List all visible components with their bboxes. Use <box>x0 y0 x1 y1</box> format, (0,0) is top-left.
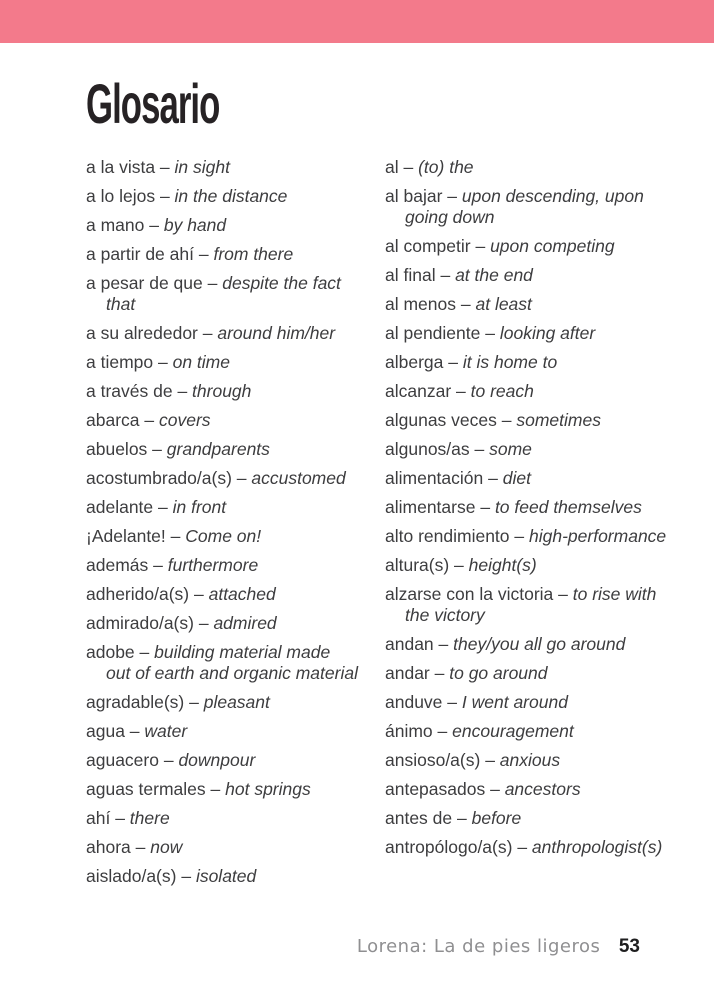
entry-translation: downpour <box>178 750 256 770</box>
entry-term: anduve <box>385 692 443 712</box>
entry-term: ahora <box>86 837 131 857</box>
entry-translation: accustomed <box>251 468 346 488</box>
entry-translation: I went around <box>461 692 568 712</box>
entry-term: aguacero <box>86 750 159 770</box>
book-title: Lorena: La de pies ligeros <box>356 936 601 957</box>
entry-separator: – <box>475 497 495 517</box>
entry-separator: – <box>184 692 204 712</box>
entry-separator: – <box>148 555 168 575</box>
entry-translation: to reach <box>470 381 534 401</box>
entry-translation: anthropologist(s) <box>531 837 663 857</box>
glossary-entry <box>86 157 358 178</box>
entry-translation: attached <box>208 584 276 604</box>
entry-term: algunos/as <box>385 439 470 459</box>
entry-translation: before <box>471 808 522 828</box>
entry-term: antropólogo/a(s) <box>385 837 513 857</box>
entry-separator: – <box>456 294 476 314</box>
entry-term: andar <box>385 663 430 683</box>
glossary-entry <box>86 273 358 315</box>
entry-separator: – <box>432 721 453 741</box>
entry-term: a pesar de que <box>86 273 203 293</box>
glossary-entry <box>385 468 681 489</box>
entry-translation: to go around <box>449 663 548 683</box>
entry-term: agradable(s) <box>86 692 185 712</box>
entry-separator: – <box>110 808 130 828</box>
entry-translation: at least <box>475 294 532 314</box>
entry-separator: – <box>553 584 573 604</box>
entry-translation: in front <box>172 497 227 517</box>
entry-separator: – <box>480 750 500 770</box>
entry-translation: sometimes <box>516 410 601 430</box>
entry-term: alimentación <box>385 468 484 488</box>
glossary-entry <box>385 323 681 344</box>
entry-separator: – <box>451 381 471 401</box>
entry-term: alcanzar <box>385 381 452 401</box>
glossary-entry <box>385 750 681 771</box>
glossary-entry <box>86 186 358 207</box>
entry-term: a través de <box>86 381 173 401</box>
entry-translation: isolated <box>195 866 257 886</box>
entry-separator: – <box>442 186 462 206</box>
entry-term: a lo lejos <box>86 186 156 206</box>
entry-translation: hot springs <box>225 779 311 799</box>
entry-translation: ancestors <box>504 779 581 799</box>
glossary-entry <box>86 837 358 858</box>
entry-term: a mano <box>86 215 145 235</box>
entry-translation: there <box>129 808 170 828</box>
glossary-entry <box>86 642 358 684</box>
entry-translation: grandparents <box>166 439 270 459</box>
entry-term: aguas termales <box>86 779 206 799</box>
glossary-entry <box>385 236 681 257</box>
entry-translation: water <box>144 721 188 741</box>
glossary-entry <box>385 352 681 373</box>
entry-separator: – <box>153 352 173 372</box>
glossary-entry <box>385 692 681 713</box>
entry-translation: looking after <box>499 323 596 343</box>
glossary-column-left <box>86 157 358 895</box>
entry-separator: – <box>512 837 532 857</box>
glossary-entry <box>86 808 358 829</box>
entry-term: a la vista <box>86 157 156 177</box>
glossary-entry <box>86 692 358 713</box>
glossary-entry <box>86 381 358 402</box>
entry-term: algunas veces <box>385 410 497 430</box>
entry-term: adelante <box>86 497 154 517</box>
glossary-entry <box>86 410 358 431</box>
header-accent-band <box>0 0 714 43</box>
entry-separator: – <box>433 634 454 654</box>
entry-term: adobe <box>86 642 135 662</box>
entry-translation: to rise with the victory <box>405 584 657 625</box>
glossary-entry <box>385 808 681 829</box>
glossary-entry <box>86 439 358 460</box>
entry-separator: – <box>134 642 155 662</box>
entry-translation: at the end <box>455 265 533 285</box>
entry-translation: height(s) <box>468 555 537 575</box>
entry-translation: around him/her <box>217 323 336 343</box>
entry-translation: from there <box>213 244 294 264</box>
entry-term: alto rendimiento <box>385 526 510 546</box>
glossary-entry <box>86 526 358 547</box>
entry-term: al final <box>385 265 436 285</box>
glossary-column-right <box>385 157 681 866</box>
entry-separator: – <box>483 468 503 488</box>
entry-translation: in the distance <box>174 186 288 206</box>
entry-translation: upon descending, upon going down <box>405 186 644 227</box>
entry-translation: admired <box>213 613 277 633</box>
glossary-entry <box>385 497 681 518</box>
entry-translation: Come on! <box>185 526 262 546</box>
entry-translation: some <box>489 439 532 459</box>
entry-term: al menos <box>385 294 457 314</box>
entry-term: acostumbrado/a(s) <box>86 468 232 488</box>
entry-separator: – <box>469 439 490 459</box>
page-footer <box>357 936 640 958</box>
glossary-entry <box>86 468 358 489</box>
glossary-entry <box>86 779 358 800</box>
entry-term: abarca <box>86 410 140 430</box>
entry-separator: – <box>144 215 164 235</box>
entry-translation: anxious <box>499 750 561 770</box>
entry-separator: – <box>155 186 175 206</box>
glossary-entry <box>86 721 358 742</box>
glossary-entry <box>385 584 681 626</box>
glossary-entry <box>385 779 681 800</box>
entry-separator: – <box>158 750 179 770</box>
glossary-entry <box>86 352 358 373</box>
entry-translation: by hand <box>163 215 227 235</box>
entry-separator: – <box>231 468 252 488</box>
entry-term: abuelos <box>86 439 148 459</box>
page-title: Glosario <box>86 72 220 135</box>
entry-separator: – <box>470 236 491 256</box>
entry-separator: – <box>509 526 529 546</box>
entry-separator: – <box>485 779 505 799</box>
entry-term: al bajar <box>385 186 443 206</box>
entry-term: ¡Adelante! <box>86 526 166 546</box>
entry-translation: despite the fact that <box>106 273 341 314</box>
glossary-entry <box>385 526 681 547</box>
entry-term: al competir <box>385 236 471 256</box>
glossary-entry <box>385 381 681 402</box>
entry-term: además <box>86 555 149 575</box>
entry-translation: covers <box>158 410 211 430</box>
entry-term: a partir de ahí <box>86 244 194 264</box>
entry-separator: – <box>480 323 500 343</box>
entry-separator: – <box>139 410 159 430</box>
entry-separator: – <box>496 410 517 430</box>
entry-term: antepasados <box>385 779 486 799</box>
glossary-entry <box>385 265 681 286</box>
entry-term: ánimo <box>385 721 433 741</box>
entry-translation: it is home to <box>462 352 558 372</box>
glossary-entry <box>86 613 358 634</box>
entry-separator: – <box>176 866 196 886</box>
entry-separator: – <box>165 526 186 546</box>
glossary-entry <box>385 186 681 228</box>
glossary-entry <box>385 721 681 742</box>
entry-separator: – <box>130 837 151 857</box>
entry-term: aislado/a(s) <box>86 866 177 886</box>
entry-separator: – <box>435 265 456 285</box>
entry-term: andan <box>385 634 434 654</box>
entry-translation: (to) the <box>418 157 474 177</box>
entry-separator: – <box>205 779 226 799</box>
entry-translation: upon competing <box>490 236 615 256</box>
entry-separator: – <box>124 721 145 741</box>
glossary-entry <box>385 837 681 858</box>
entry-translation: in sight <box>174 157 230 177</box>
glossary-entry <box>385 410 681 431</box>
glossary-entry <box>86 555 358 576</box>
entry-translation: to feed themselves <box>494 497 642 517</box>
entry-term: alberga <box>385 352 444 372</box>
glossary-entry <box>385 439 681 460</box>
entry-separator: – <box>429 663 450 683</box>
entry-translation: encouragement <box>452 721 574 741</box>
page-number: 53 <box>618 936 640 957</box>
glossary-entry <box>385 663 681 684</box>
entry-separator: – <box>449 555 469 575</box>
glossary-entry <box>385 555 681 576</box>
entry-term: altura(s) <box>385 555 450 575</box>
entry-separator: – <box>153 497 173 517</box>
entry-separator: – <box>398 157 419 177</box>
entry-separator: – <box>193 613 214 633</box>
entry-translation: through <box>192 381 252 401</box>
entry-separator: – <box>155 157 175 177</box>
entry-term: agua <box>86 721 125 741</box>
glossary-entry <box>385 634 681 655</box>
entry-term: adherido/a(s) <box>86 584 190 604</box>
entry-separator: – <box>442 692 462 712</box>
entry-separator: – <box>443 352 463 372</box>
entry-separator: – <box>197 323 218 343</box>
entry-term: antes de <box>385 808 453 828</box>
glossary-entry <box>86 584 358 605</box>
glossary-entry <box>86 497 358 518</box>
entry-translation: they/you all go around <box>453 634 626 654</box>
glossary-entry <box>385 294 681 315</box>
glossary-columns <box>86 157 686 895</box>
entry-translation: now <box>150 837 183 857</box>
entry-term: a su alrededor <box>86 323 198 343</box>
entry-translation: on time <box>172 352 230 372</box>
entry-term: ansioso/a(s) <box>385 750 481 770</box>
entry-term: a tiempo <box>86 352 154 372</box>
glossary-entry <box>86 866 358 887</box>
entry-separator: – <box>147 439 167 459</box>
entry-term: al pendiente <box>385 323 481 343</box>
entry-separator: – <box>189 584 209 604</box>
glossary-entry <box>86 323 358 344</box>
glossary-entry <box>86 244 358 265</box>
entry-translation: pleasant <box>203 692 270 712</box>
entry-term: admirado/a(s) <box>86 613 194 633</box>
entry-term: alzarse con la victoria <box>385 584 554 604</box>
entry-translation: high-performance <box>529 526 667 546</box>
entry-separator: – <box>193 244 214 264</box>
entry-translation: furthermore <box>167 555 259 575</box>
entry-separator: – <box>202 273 223 293</box>
entry-term: alimentarse <box>385 497 476 517</box>
glossary-entry <box>86 215 358 236</box>
entry-term: ahí <box>86 808 111 828</box>
glossary-entry <box>86 750 358 771</box>
entry-separator: – <box>452 808 472 828</box>
glossary-entry <box>385 157 681 178</box>
entry-term: al <box>385 157 399 177</box>
entry-separator: – <box>172 381 193 401</box>
entry-translation: diet <box>502 468 531 488</box>
entry-translation: building material made out of earth and organic material <box>106 642 358 683</box>
